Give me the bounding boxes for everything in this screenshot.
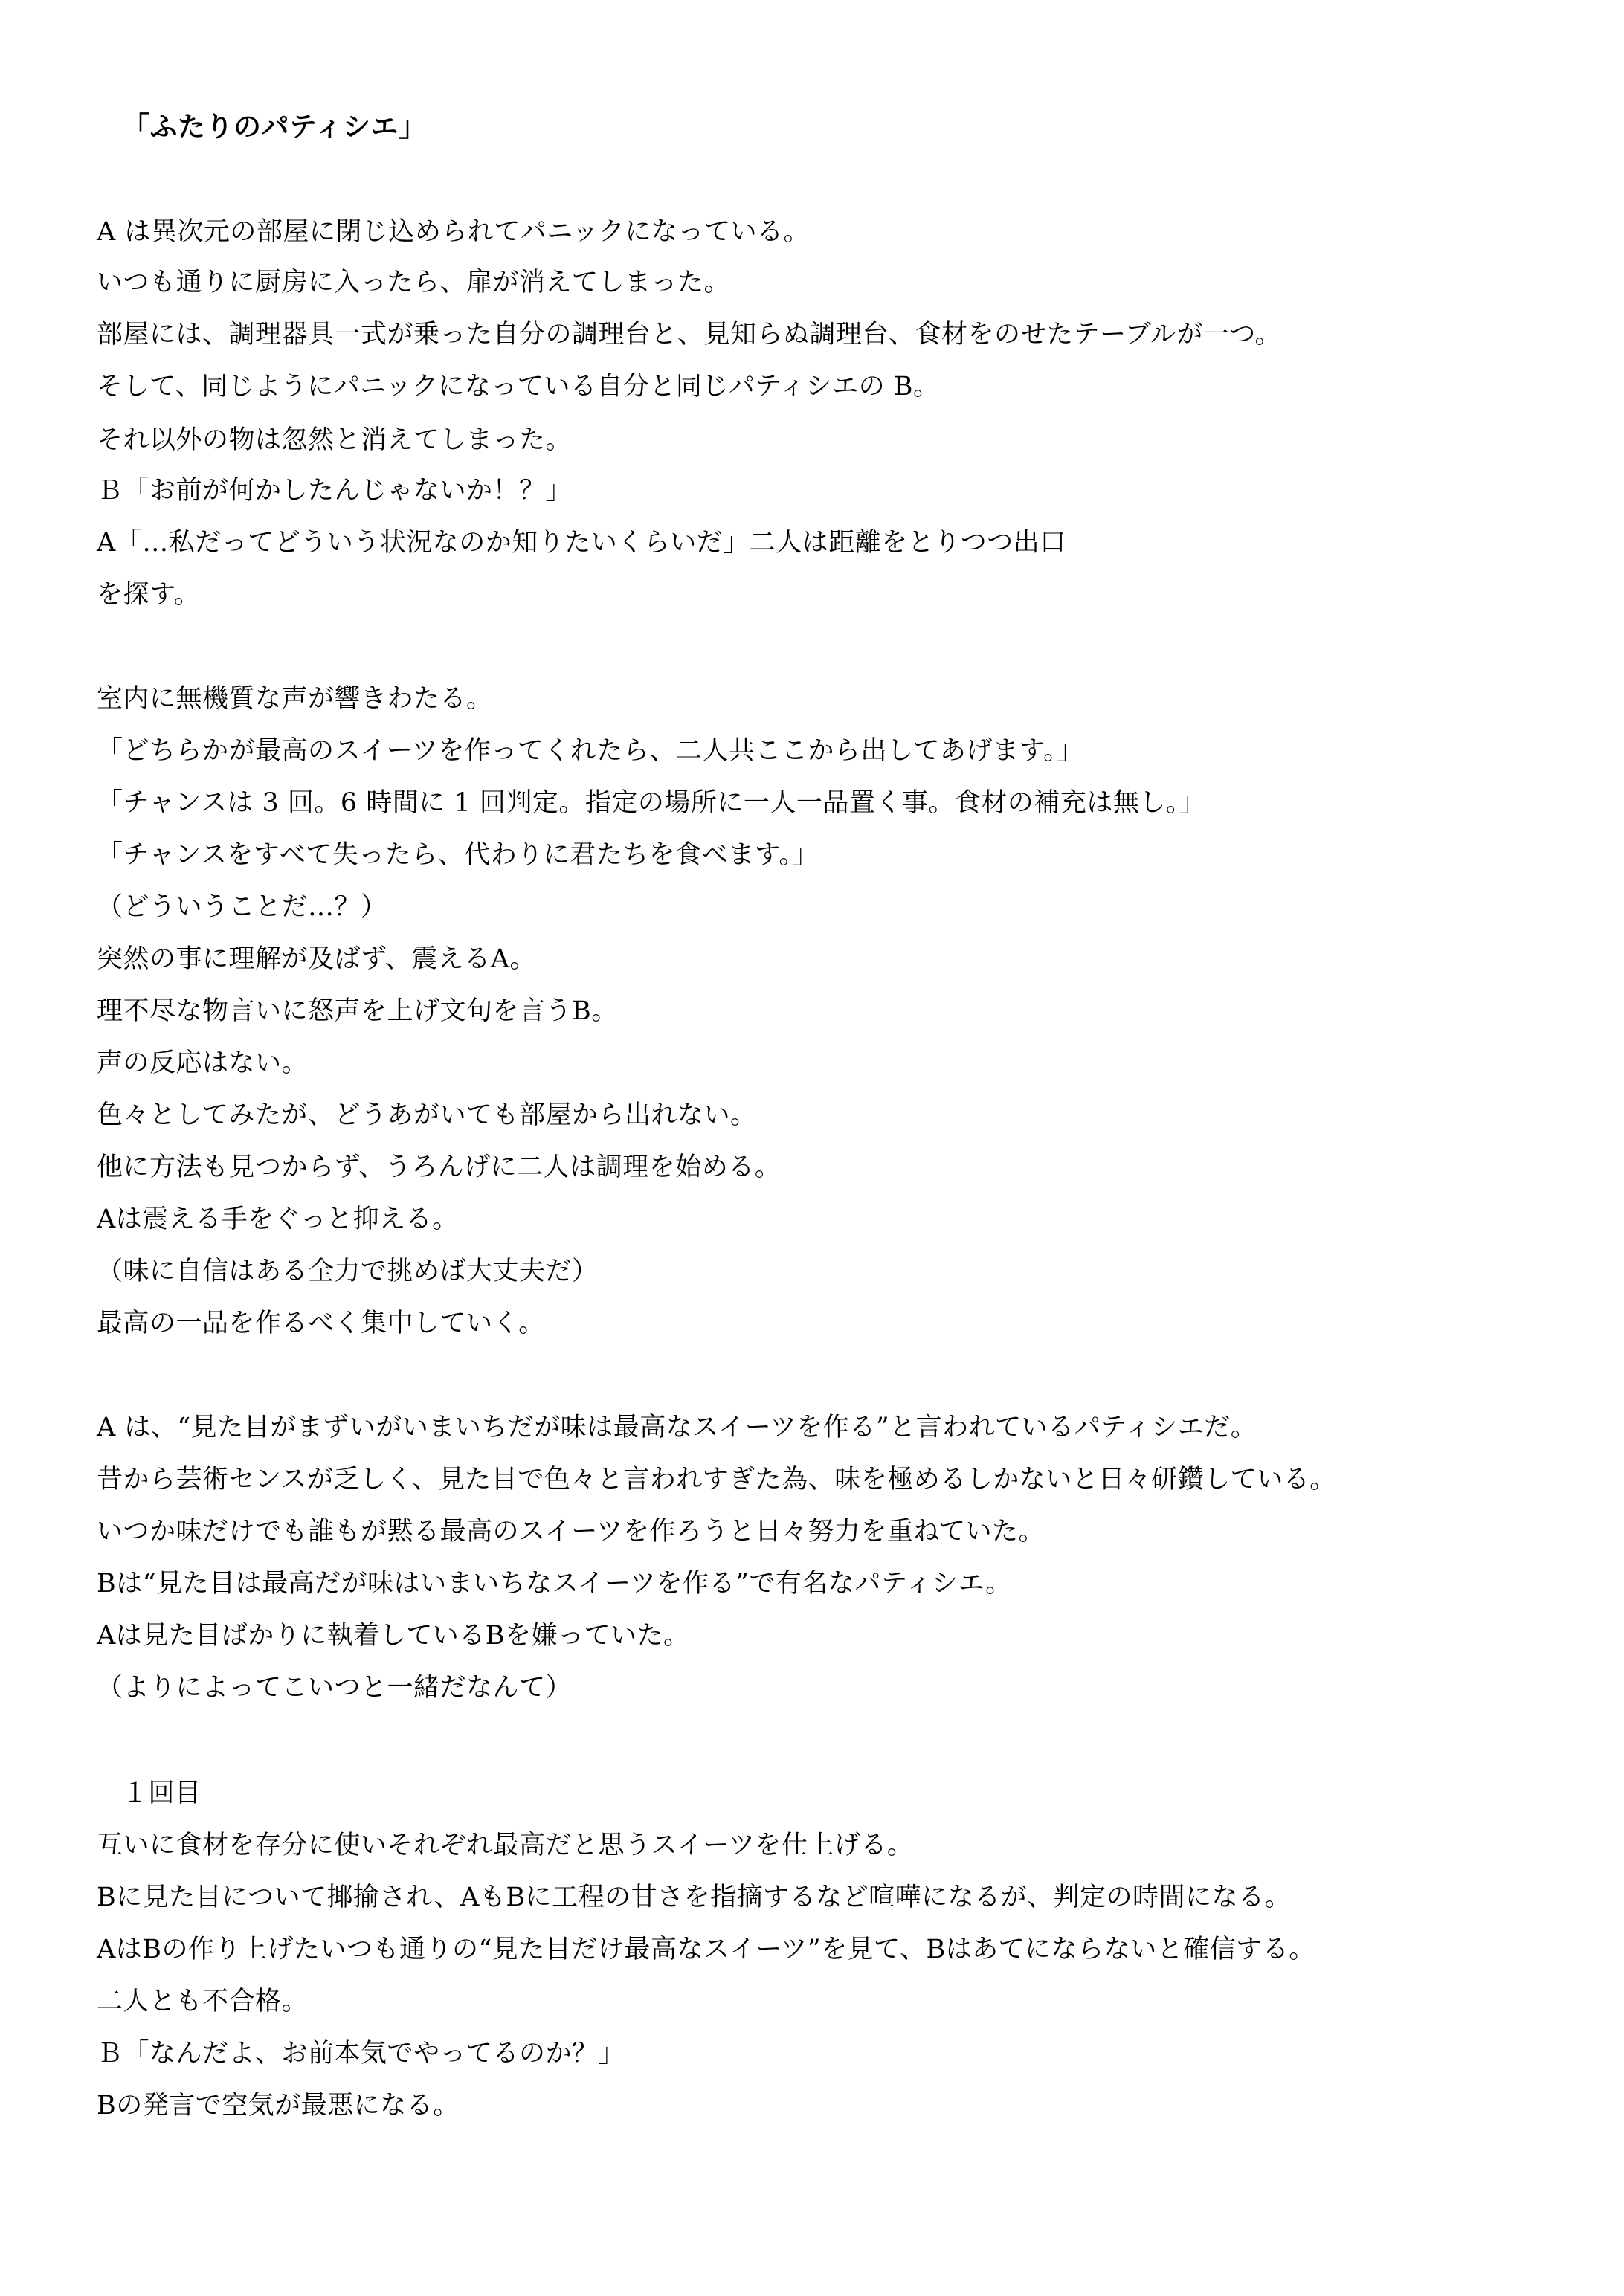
document-title: 「ふたりのパティシエ」 — [122, 110, 427, 143]
text-line: 二人とも不合格。 — [97, 1987, 309, 2016]
text-line: 他に方法も見つからず、うろんげに二人は調理を始める。 — [97, 1152, 782, 1182]
text-line: Bの発言で空気が最悪になる。 — [97, 2091, 460, 2121]
text-line: 部屋には、調理器具一式が乗った自分の調理台と、見知らぬ調理台、食材をのせたテーブルが一つ。 — [97, 320, 1281, 349]
text-line: 室内に無機質な声が響きわたる。 — [97, 684, 493, 714]
text-line: Aは見た目ばかりに執着しているBを嫌っていた。 — [97, 1621, 690, 1651]
text-line: A は、“見た目がまずいがいまいちだが味は最高なスイーツを作る”と言われているパティシエだ。 — [97, 1413, 1257, 1442]
text-line: AはBの作り上げたいつも通りの“見た目だけ最高なスイーツ”を見て、Bはあてにならないと確信する。 — [97, 1935, 1315, 1964]
text-line: 理不尽な物言いに怒声を上げ文句を言うB。 — [97, 996, 618, 1026]
text-line: A「…私だってどういう状況なのか知りたいくらいだ」二人は距離をとりつつ出口 — [97, 528, 1066, 558]
text-line: Bに見た目について揶揄され、AもBに工程の甘さを指摘するなど喧嘩になるが、判定の時間になる。 — [97, 1883, 1292, 1912]
text-line: 「チャンスは 3 回。6 時間に 1 回判定。指定の場所に一人一品置く事。食材の補充は無し。」 — [97, 788, 1206, 818]
text-line: A は異次元の部屋に閉じ込められてパニックになっている。 — [97, 217, 811, 247]
text-line: それ以外の物は忽然と消えてしまった。 — [97, 425, 573, 455]
text-line: 最高の一品を作るべく集中していく。 — [97, 1309, 545, 1338]
text-line: 色々としてみたが、どうあがいても部屋から出れない。 — [97, 1100, 757, 1130]
text-line: 互いに食材を存分に使いそれぞれ最高だと思うスイーツを仕上げる。 — [97, 1831, 914, 1860]
text-line: Ｂ「お前が何かしたんじゃないか！？」 — [97, 476, 573, 506]
text-line: いつも通りに厨房に入ったら、扉が消えてしまった。 — [97, 268, 731, 297]
text-line: そして、同じようにパニックになっている自分と同じパティシエの B。 — [97, 372, 940, 402]
text-line: （どういうことだ…？） — [97, 892, 387, 922]
round-heading: １回目 — [122, 1779, 202, 1808]
text-line: 突然の事に理解が及ばず、震えるA。 — [97, 944, 536, 974]
text-line: Bは“見た目は最高だが味はいまいちなスイーツを作る”で有名なパティシエ。 — [97, 1569, 1012, 1599]
text-line: （味に自信はある全力で挑めば大丈夫だ） — [97, 1257, 599, 1286]
text-line: を探す。 — [97, 580, 201, 610]
text-line: Ｂ「なんだよ、お前本気でやってるのか？」 — [97, 2039, 625, 2068]
text-line: 昔から芸術センスが乏しく、見た目で色々と言われすぎた為、味を極めるしかないと日々研鑽している。 — [97, 1465, 1336, 1494]
text-line: 「どちらかが最高のスイーツを作ってくれたら、二人共ここから出してあげます。」 — [97, 736, 1083, 766]
text-line: 「チャンスをすべて失ったら、代わりに君たちを食べます。」 — [97, 840, 819, 870]
text-line: Aは震える手をぐっと抑える。 — [97, 1205, 459, 1234]
text-line: （よりによってこいつと一緒だなんて） — [97, 1673, 573, 1703]
text-line: いつか味だけでも誰もが黙る最高のスイーツを作ろうと日々努力を重ねていた。 — [97, 1517, 1045, 1547]
text-line: 声の反応はない。 — [97, 1048, 309, 1078]
